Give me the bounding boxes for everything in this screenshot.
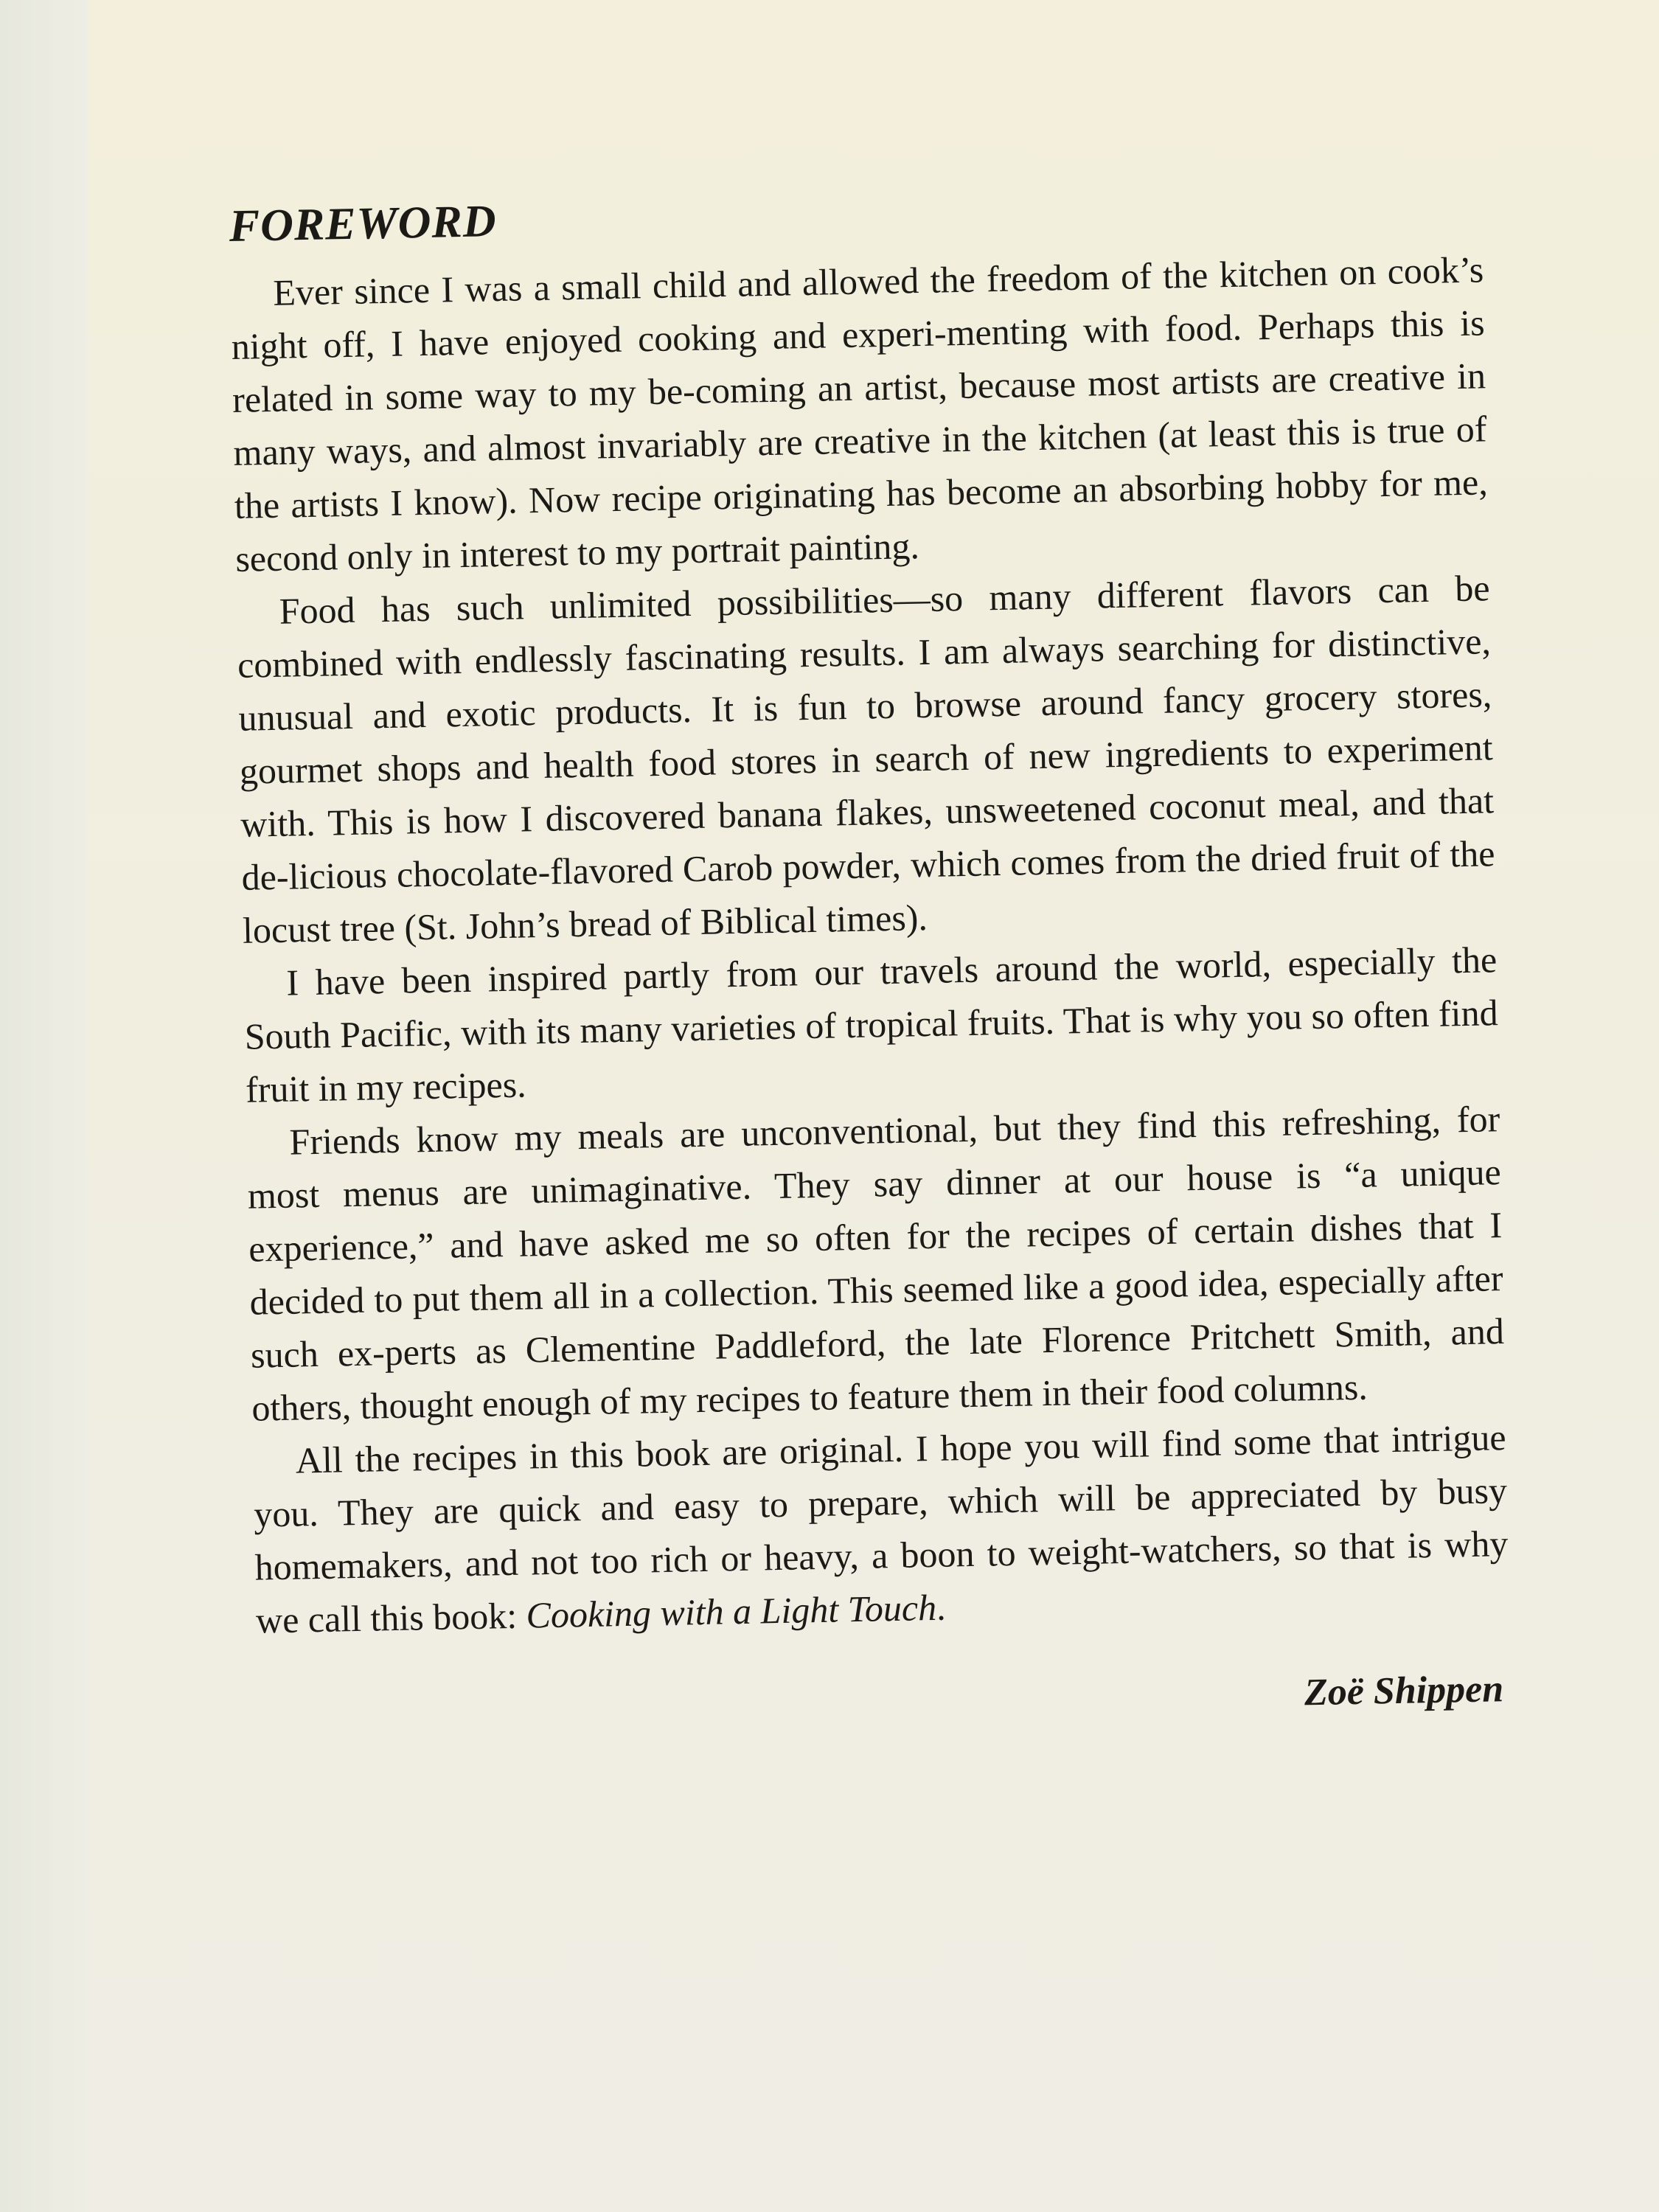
paragraph-5-text: All the recipes in this book are original. I hope you will find some that intrigue you. They are quick and easy to prepare, which will be appreciated by busy homemakers, and not too rich or heavy, a boon to weight-watchers, so that is why we call this book:	[253, 1416, 1509, 1642]
paragraph-2: Food has such unlimited possibilities—so many different flavors can be combined with endlessly fascinating results. I am always searching for distinctive, unusual and exotic products. It is fun to browse around fancy grocery stores, gourmet shops and health food stores in search of new ingredients to experiment with. This is how I discovered banana flakes, unsweetened coconut meal, and that de-licious chocolate-flavored Carob powder, which comes from the dried fruit of the locust tree (St. John’s bread of Biblical times).	[237, 567, 1495, 952]
paragraph-1: Ever since I was a small child and allowed the freedom of the kitchen on cook’s night off, I have enjoyed cooking and experi-menting with food. Perhaps this is related in some way to my be-coming an artist, because most artists are creative in many ways, and almost invariably are creative in the kitchen (at least this is true of the artists I know). Now recipe originating has become an absorbing hobby for me, second only in interest to my portrait painting.	[231, 248, 1489, 580]
page-title: FOREWORD	[229, 196, 498, 251]
paragraph-3: I have been inspired partly from our travels around the world, especially the South Pacific, with its many varieties of tropical fruits. That is why you so often find fruit in my recipes.	[244, 939, 1499, 1111]
book-title: Cooking with a Light Touch	[526, 1587, 937, 1636]
paragraph-5	[252, 1411, 1509, 1647]
foreword-text-block	[229, 175, 1512, 1735]
paragraph-4: Friends know my meals are unconventional, but they find this refreshing, for most menus are unimaginative. They say dinner at our house is “a unique experience,” and have asked me so often for the recipes of certain dishes that I decided to put them all in a collection. This seemed like a good idea, especially after such ex-perts as Clementine Paddleford, the late Florence Pritchett Smith, and others, thought enough of my recipes to feature them in their food columns.	[247, 1098, 1505, 1430]
author-signature: Zoë Shippen	[1304, 1668, 1504, 1714]
paragraph-5-end: .	[936, 1587, 947, 1629]
